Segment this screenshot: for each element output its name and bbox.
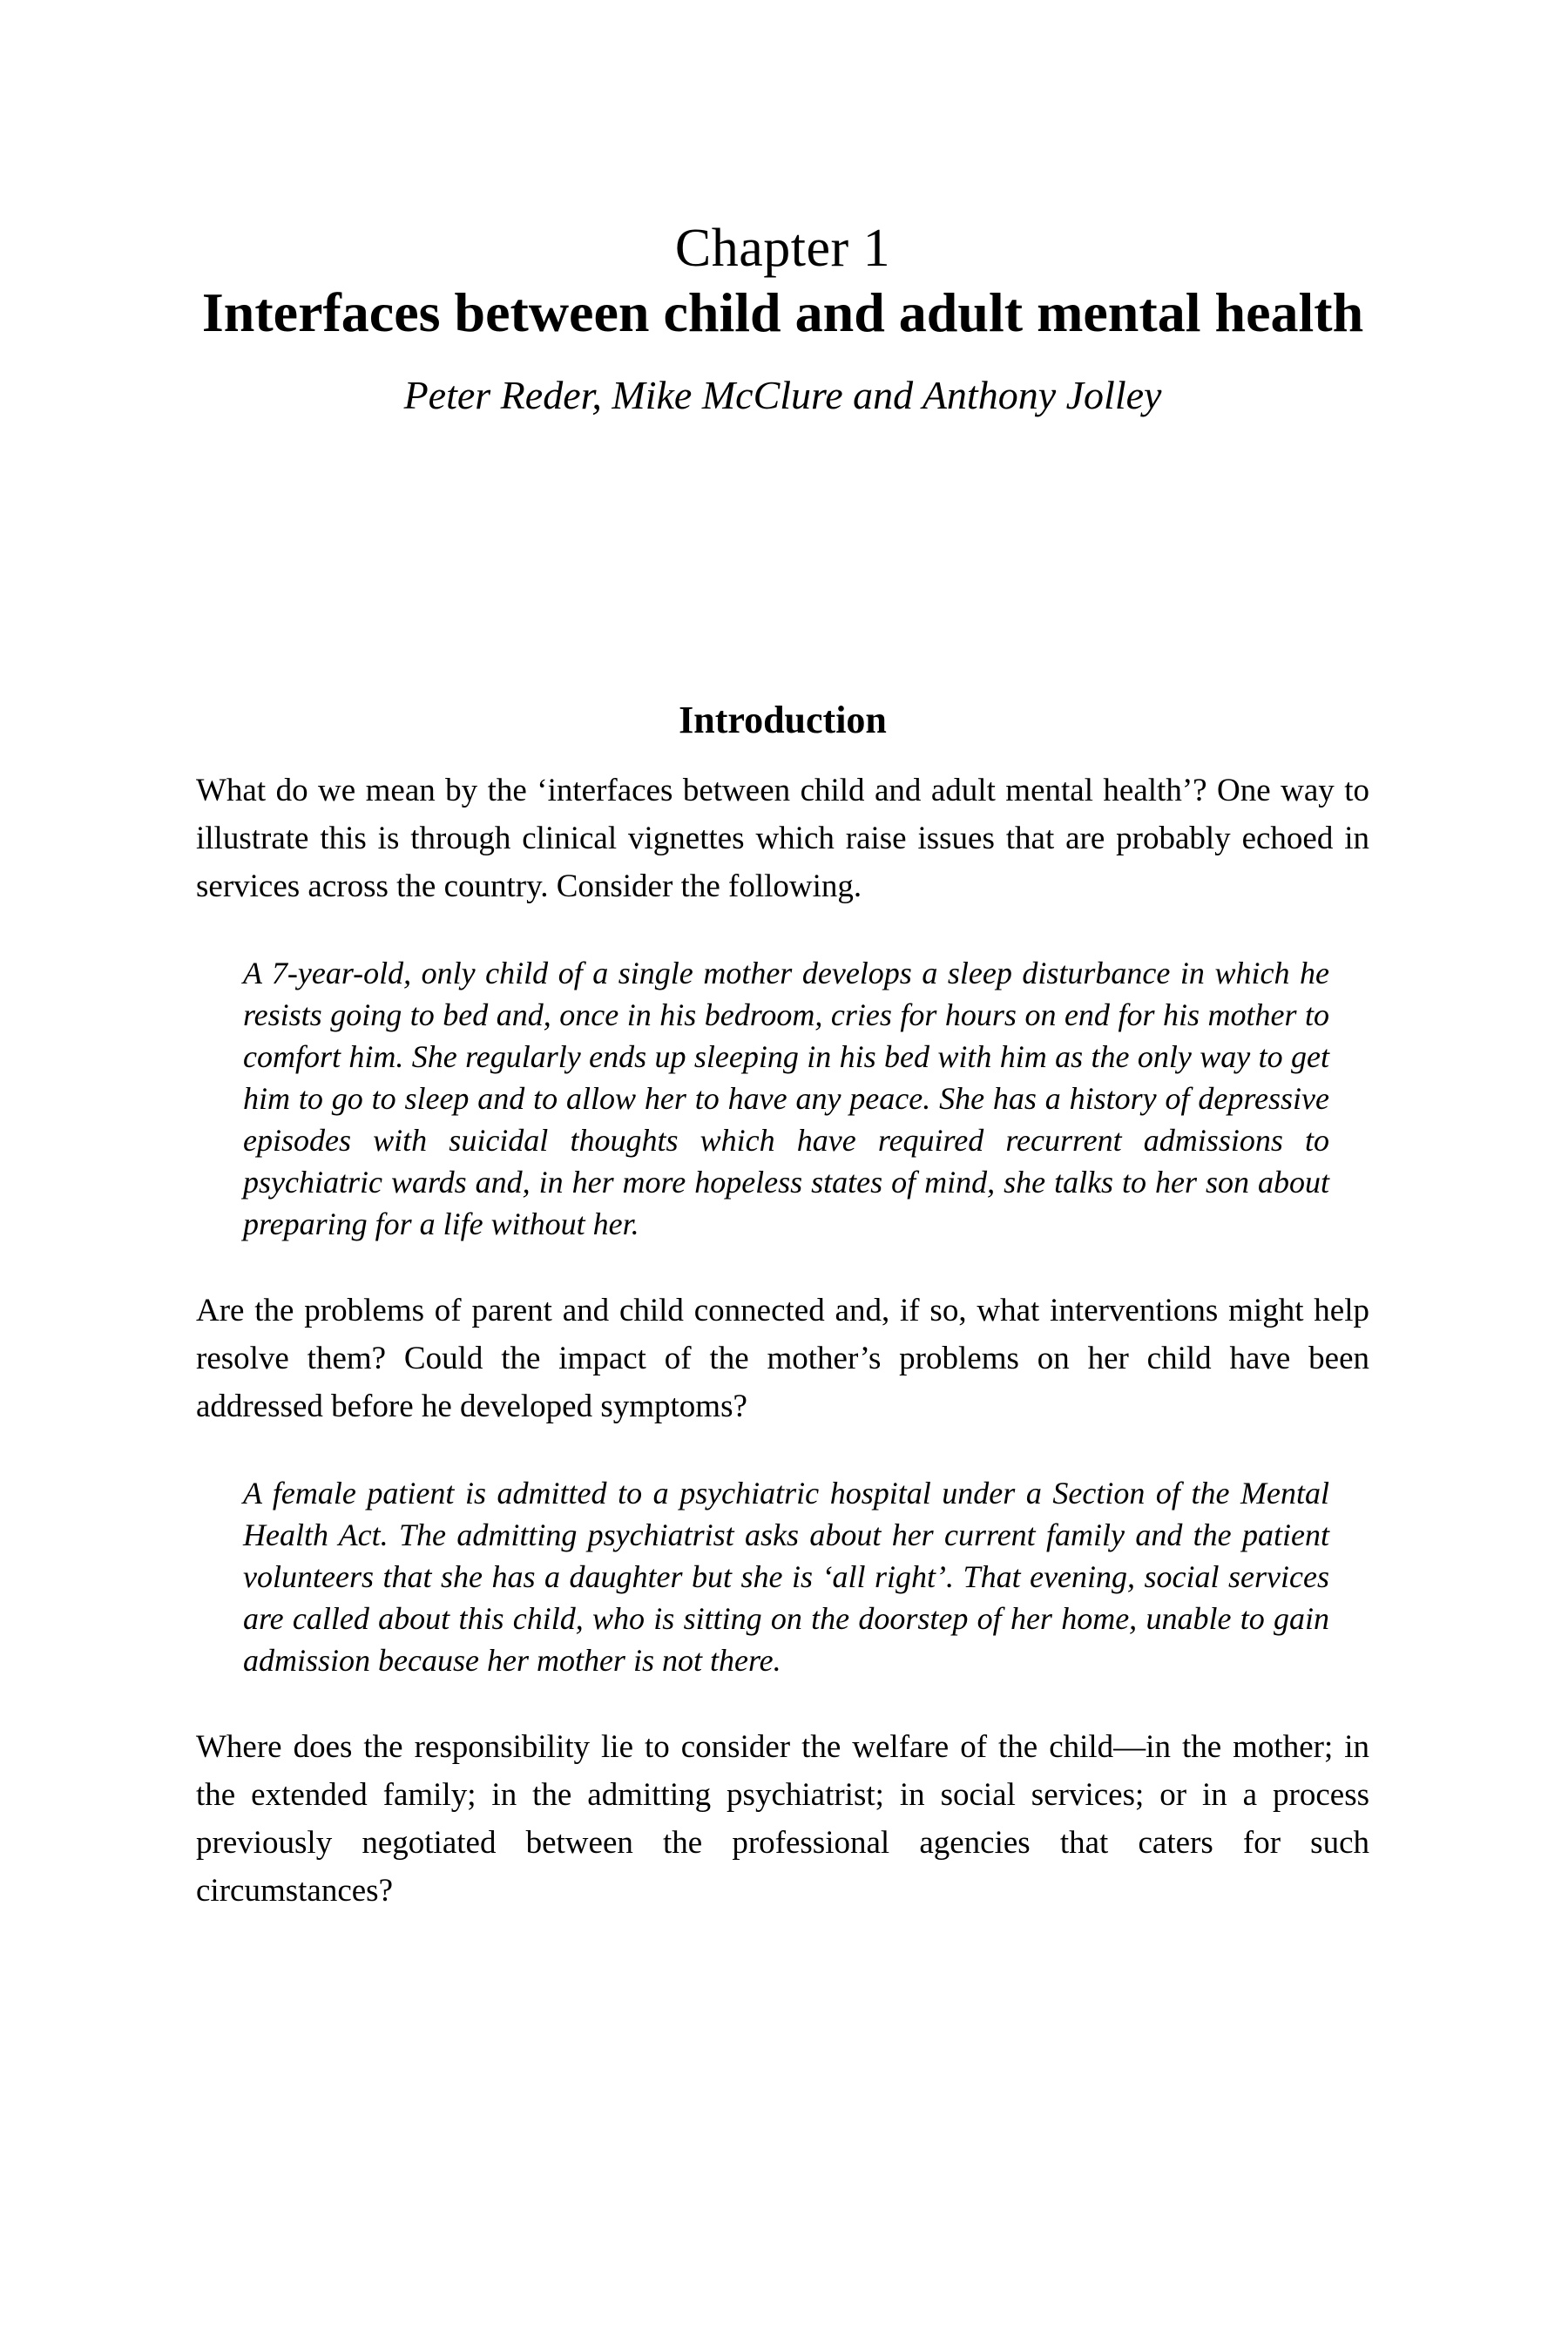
clinical-vignette-2: A female patient is admitted to a psychiatric hospital under a Section of the Mental Health Act. The admitting psychiatrist asks about her current family and the patient volunteers that she has a daughter but she is ‘all right’. That evening, social services are called about this child, who is sitting on the doorstep of her home, unable to gain admission because her mother is not there.: [243, 1476, 1329, 1679]
section-heading-introduction: Introduction: [679, 699, 887, 742]
text-column: [0, 218, 1568, 1915]
chapter-label: Chapter 1: [674, 219, 891, 278]
paragraph-questions-2: Where does the responsibility lie to consider the welfare of the child—in the mother; in the extended family; in the admitting psychiatrist; in social services; or in a process previously negotiated between the professional agencies that caters for such circumstances?: [196, 1729, 1369, 1909]
paragraph-intro: What do we mean by the ‘interfaces between child and adult mental health’? One way to illustrate this is through clinical vignettes which raise issues that are probably echoed in services across the country. Consider the following.: [196, 773, 1369, 905]
authors-line: Peter Reder, Mike McClure and Anthony Jolley: [403, 373, 1162, 418]
paragraph-questions-1: Are the problems of parent and child connected and, if so, what interventions might help resolve them? Could the impact of the mother’s problems on her child have been addressed before he developed symptoms?: [196, 1293, 1369, 1425]
clinical-vignette-1: A 7-year-old, only child of a single mother develops a sleep disturbance in which he resists going to bed and, once in his bedroom, cries for hours on end for his mother to comfort him. She regularly ends up sleeping in his bed with him as the only way to get him to go to sleep and to allow her to have any peace. She has a history of depressive episodes with suicidal thoughts which have required recurrent admissions to psychiatric wards and, in her more hopeless states of mind, she talks to her son about preparing for a life without her.: [243, 956, 1329, 1242]
chapter-title: Interfaces between child and adult mental health: [201, 281, 1364, 344]
